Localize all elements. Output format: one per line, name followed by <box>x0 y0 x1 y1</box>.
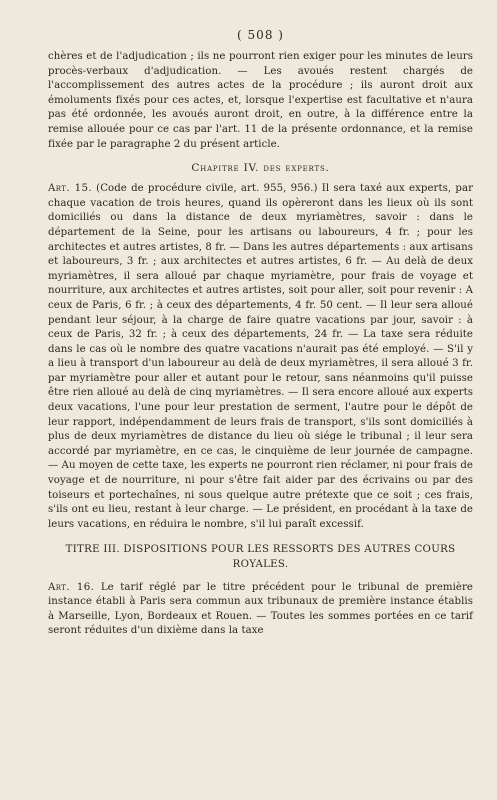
article-15-text: (Code de procédure civile, art. 955, 956.) Il sera taxé aux experts, par chaque vacation de trois heures, quand ils opèreront dans les lieux où ils sont domiciliés ou dans la distance de deux myriamètres, savoir : dans le département de la Seine, pour les artisans ou laboureurs, 4 fr. ; pour les architectes et autres artistes, 8 fr. — Dans les autres départements : aux artisans et laboureurs, 3 fr. ; aux architectes et autres artistes, 6 fr. — Au delà de deux myriamètres, il sera alloué par chaque myriamètre, pour frais de voyage et nourriture, aux architectes et autres artistes, soit pour aller, soit pour revenir : A ceux de Paris, 6 fr. ; à ceux des départements, 4 fr. 50 cent. — Il leur sera alloué pendant leur séjour, à la charge de faire quatre vacations par jour, savoir : à ceux de Paris, 32 fr. ; à ceux des départements, 24 fr. — La taxe sera réduite dans le cas où le nombre des quatre vacations n'aurait pas été employé. — S'il y a lieu à transport d'un laboureur au delà de deux myriamètres, il sera alloué 3 fr. par myriamètre pour aller et autant pour le retour, sans néanmoins qu'il puisse être rien alloué au delà de cinq myriamètres. — Il sera encore alloué aux experts deux vacations, l'une pour leur prestation de serment, l'autre pour le dépôt de leur rapport, indépendamment de leurs frais de transport, s'ils sont domiciliés à plus de deux myriamètres de distance du lieu où siége le tribunal ; il leur sera accordé par myriamètre, en ce cas, le cinquième de leur journée de campagne. — Au moyen de cette taxe, les experts ne pourront rien réclamer, ni pour frais de voyage et de nourriture, ni pour s'être fait aider par des écrivains ou par des toiseurs et portechaînes, ni sous quelque autre prétexte que ce soit ; ces frais, s'ils ont eu lieu, restant à leur charge. — Le président, en procédant à la taxe de leurs vacations, en réduira le nombre, s'il lui paraît excessif. <box>48 183 473 530</box>
intro-paragraph: chères et de l'adjudication ; ils ne pourront rien exiger pour les minutes de leurs procès-verbaux d'adjudication. — Les avoués restent chargés de l'accomplissement des autres actes de la procédure ; ils auront droit aux émoluments fixés pour ces actes, et, lorsque l'expertise est facultative et n'aura pas été ordonnée, les avoués auront droit, en outre, à la différence entre la remise allouée pour ce cas par l'art. 11 de la présente ordonnance, et la remise fixée par le paragraphe 2 du présent article. <box>48 51 473 150</box>
article-16-paragraph <box>48 581 473 639</box>
article-16-label: Art. 16. <box>48 581 95 593</box>
article-15-paragraph <box>48 182 473 532</box>
article-16-text: Le tarif réglé par le titre précédent pour le tribunal de première instance établi à Paris sera commun aux tribunaux de première instance établis à Marseille, Lyon, Bordeaux et Rouen. — Toutes les sommes portées en ce tarif seront réduites d'un dixième dans la taxe <box>48 581 473 637</box>
article-15-label: Art. 15. <box>48 183 92 195</box>
page-number: ( 508 ) <box>237 28 284 42</box>
titre-heading: TITRE III. DISPOSITIONS POUR LES RESSORTS DES AUTRES COURS ROYALES. <box>65 544 456 570</box>
chapter-heading: Chapitre IV. des experts. <box>191 162 330 175</box>
